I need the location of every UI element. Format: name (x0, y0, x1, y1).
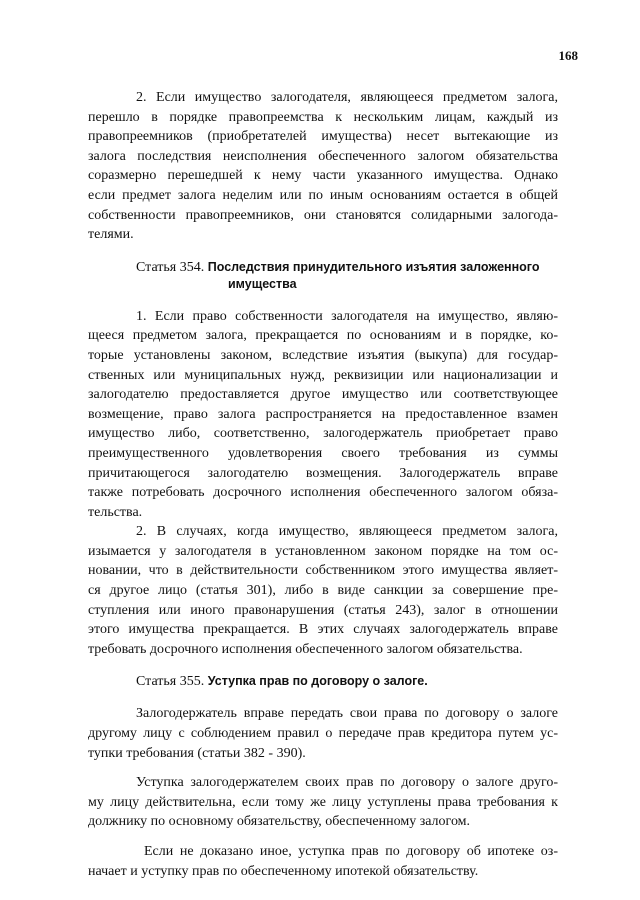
paragraph-354-2 (88, 522, 558, 659)
article-355-label: Статья 355. (136, 674, 205, 690)
text-line: если предмет залога неделим или по иным основаниям остается в общей (88, 187, 558, 203)
text-line: щееся предметом залога, прекращается по основаниям и в порядке, ко- (88, 328, 558, 344)
text-line: 2. В случаях, когда имущество, являющееся предметом залога, (136, 524, 558, 540)
article-354-title: Последствия принудительного изъятия заложенного (207, 259, 540, 274)
text-line: причитающегося залогодателю возмещения. Залогодержатель вправе (88, 465, 558, 481)
text-line: новании, что в действительности собственником этого имущества являет- (88, 563, 558, 579)
text-line: ственных или муниципальных нужд, реквизиции или национализации и (88, 367, 558, 383)
text-line: телями. (88, 227, 134, 243)
text-line: залогодателю предоставляется другое имущество или соответствующее (88, 387, 558, 403)
text-line: правопреемников (приобретателей имущества) несет вытекающие из (88, 129, 558, 145)
text-line: залога последствия неисполнения обеспеченного залогом обязательства (88, 148, 558, 164)
text-line: требовать досрочного исполнения обеспеченного залогом обязательства. (88, 641, 523, 657)
text-line: 1. Если право собственности залогодателя на имущество, являю- (136, 308, 558, 324)
text-line: другому лицу с соблюдением правил о передаче прав кредитора путем ус- (88, 726, 558, 742)
text-line: изымается у залогодателя в установленном законом порядке на том ос- (88, 543, 558, 559)
paragraph-355-3 (88, 842, 558, 881)
article-354-heading (88, 259, 558, 293)
text-line: ся другое лицо (статья 301), либо в виде санкции за совершение пре- (88, 583, 558, 599)
text-line: Уступка залогодержателем своих прав по договору о залоге друго- (136, 775, 558, 791)
text-line: Залогодержатель вправе передать свои права по договору о залоге (136, 706, 558, 722)
text-line: должнику по основному обязательству, обеспеченному залогом. (88, 814, 471, 830)
text-line: Если не доказано иное, уступка прав по договору об ипотеке оз- (144, 844, 558, 859)
document-body (88, 88, 558, 881)
text-line: соразмерно перешедшей к нему части указанного имущества. Однако (88, 168, 558, 184)
page-number: 168 (558, 48, 578, 63)
text-line: возмещение, право залога распространяется на предоставленное взамен (88, 406, 558, 422)
paragraph-353-2 (88, 88, 558, 245)
article-355-heading (88, 673, 558, 690)
text-line: ступления или иного правонарушения (статья 243), залог в отношении (88, 602, 558, 618)
text-line: перешло в порядке правопреемства к нескольким лицам, каждый из (88, 109, 558, 125)
article-354-label: Статья 354. (136, 259, 205, 275)
text-line: му лицу действительна, если тому же лицу уступлены права требования к (88, 794, 558, 810)
text-line: собственности правопреемников, они становятся солидарными залогода- (88, 207, 558, 223)
paragraph-355-2 (88, 773, 558, 832)
paragraph-355-1 (88, 704, 558, 763)
text-line: торые установлены законом, вследствие изъятия (выкупа) для государ- (88, 347, 558, 363)
text-line: имущество либо, соответственно, залогодержатель приобретает право (88, 426, 558, 442)
text-line: тупки требования (статьи 382 - 390). (88, 745, 306, 761)
text-line: этого имущества прекращается. В этих случаях залогодержатель вправе (88, 622, 558, 638)
text-line: начает и уступку прав по обеспеченному ипотекой обязательству. (88, 863, 479, 879)
text-line: тельства. (88, 504, 143, 520)
article-355-title: Уступка прав по договору о залоге. (207, 674, 428, 689)
text-line: преимущественного удовлетворения своего требования из суммы (88, 445, 558, 461)
text-line: 2. Если имущество залогодателя, являющееся предметом залога, (136, 90, 558, 105)
paragraph-354-1 (88, 307, 558, 523)
article-354-title-continued: имущества (228, 276, 297, 291)
text-line: также потребовать досрочного исполнения обеспеченного залогом обяза- (88, 485, 558, 501)
